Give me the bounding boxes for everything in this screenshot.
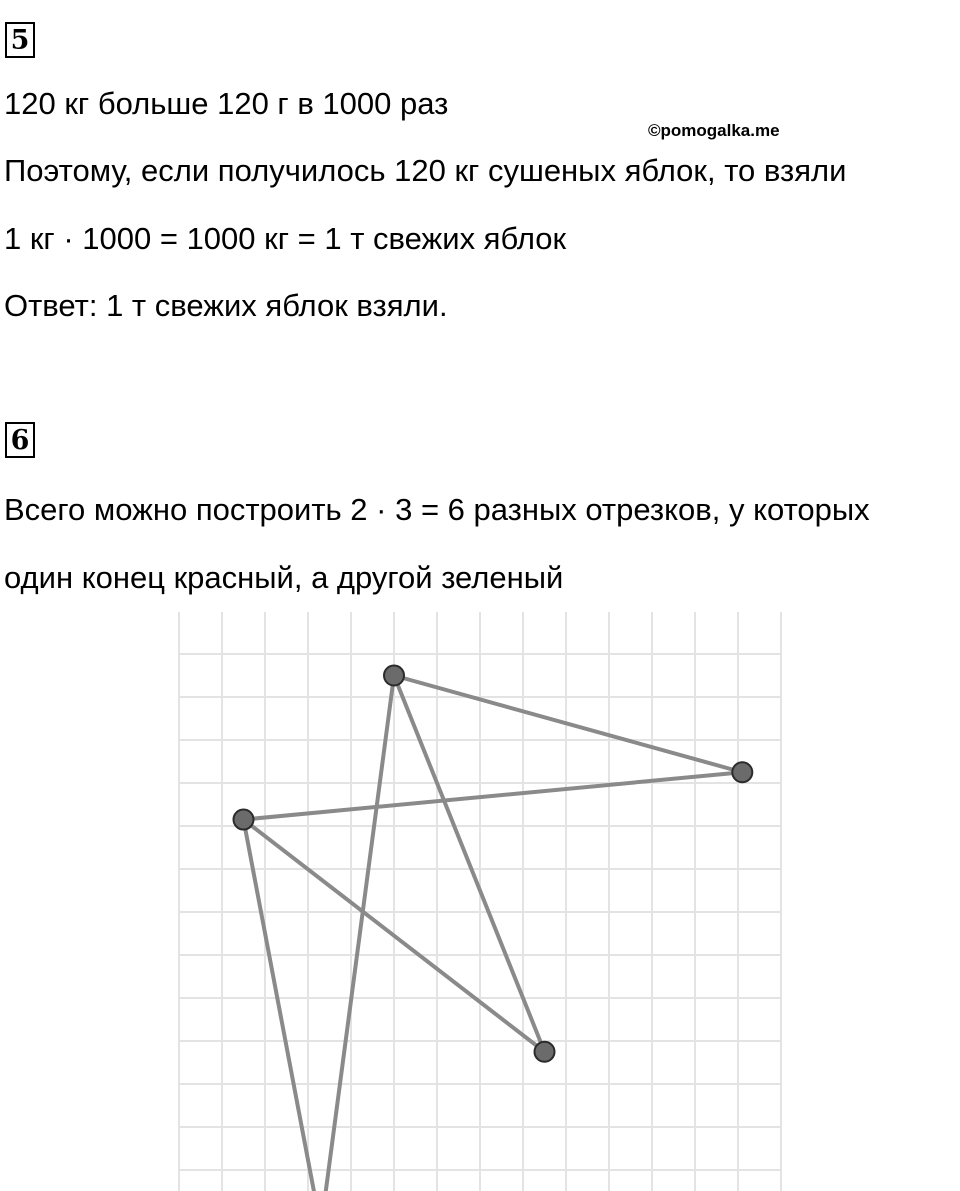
segment-AE (321, 676, 394, 1191)
point-B (732, 762, 752, 782)
watermark: ©pomogalka.me (648, 121, 780, 140)
point-D (535, 1042, 555, 1062)
task-6-number: 6 (5, 422, 35, 458)
task-5-line-1: 120 кг больше 120 г в 1000 раз (4, 86, 449, 121)
task-6-line-2: один конец красный, а другой зеленый (4, 560, 564, 595)
segment-AB (394, 676, 742, 773)
point-A (384, 666, 404, 686)
task-5-number: 5 (5, 22, 35, 58)
grid-figure (170, 612, 790, 1191)
task-6-line-1: Всего можно построить 2 · 3 = 6 разных отрезков, у которых (4, 492, 870, 527)
segment-CB (244, 772, 743, 819)
segment-CE (244, 820, 321, 1191)
task-5-line-3: 1 кг · 1000 = 1000 кг = 1 т свежих яблок (4, 221, 567, 256)
point-C (234, 810, 254, 830)
task-5-answer: Ответ: 1 т свежих яблок взяли. (4, 288, 448, 323)
task-5-line-2: Поэтому, если получилось 120 кг сушеных яблок, то взяли (4, 153, 847, 188)
